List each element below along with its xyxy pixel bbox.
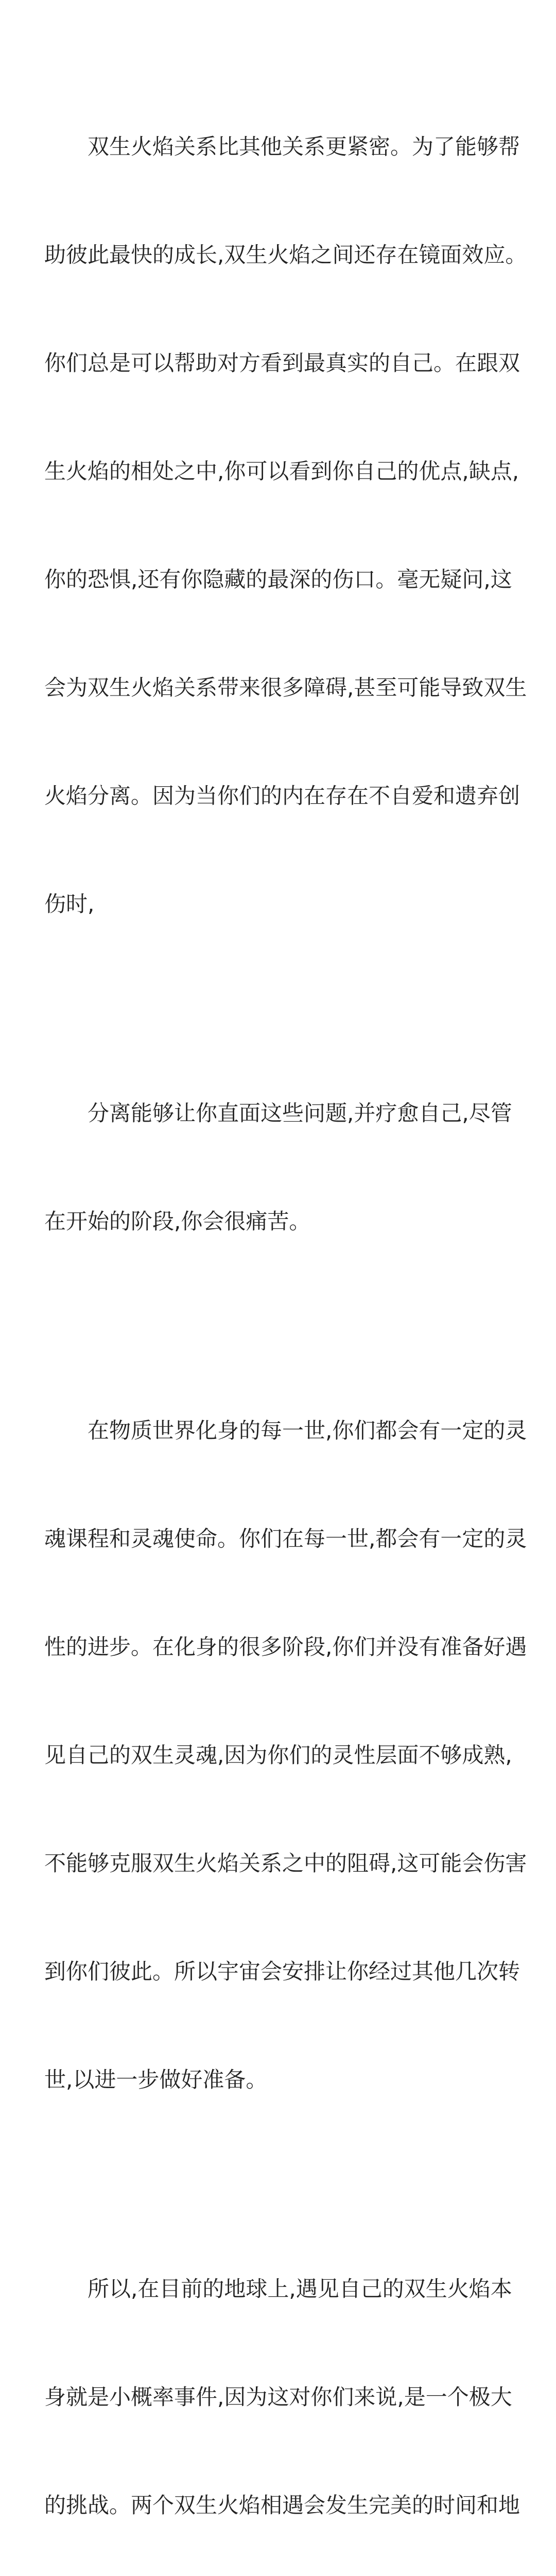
paragraph-1: [44, 57, 527, 994]
text-line: 性的进步。在化身的很多阶段,你们并没有准备好遇: [44, 1634, 527, 1659]
text-line: 在开始的阶段,你会很痛苦。: [44, 1209, 311, 1234]
text-line: 的挑战。两个双生火焰相遇会发生完美的时间和地: [44, 2493, 520, 2518]
text-line: 到你们彼此。所以宇宙会安排让你经过其他几次转: [44, 1959, 520, 1984]
text-line: 助彼此最快的成长,双生火焰之间还存在镜面效应。: [44, 242, 527, 267]
text-line: 你的恐惧,还有你隐藏的最深的伤口。毫无疑问,这: [44, 567, 512, 592]
text-line: 世,以进一步做好准备。: [44, 2067, 268, 2092]
text-line: 在物质世界化身的每一世,你们都会有一定的灵: [88, 1418, 527, 1443]
article-body: [44, 57, 527, 2576]
text-line: 见自己的双生灵魂,因为你们的灵性层面不够成熟,: [44, 1742, 512, 1768]
paragraph-4: [44, 2199, 520, 2576]
text-line: 会为双生火焰关系带来很多障碍,甚至可能导致双生: [44, 675, 527, 700]
text-line: 所以,在目前的地球上,遇见自己的双生火焰本: [88, 2276, 512, 2301]
text-line: 双生火焰关系比其他关系更紧密。为了能够帮: [88, 134, 520, 159]
paragraph-2: [44, 1023, 513, 1312]
text-line: 不能够克服双生火焰关系之中的阻碍,这可能会伤害: [44, 1851, 527, 1876]
text-line: 身就是小概率事件,因为这对你们来说,是一个极大: [44, 2384, 512, 2410]
text-line: 伤时,: [44, 891, 95, 917]
text-line: 分离能够让你直面这些问题,并疗愈自己,尽管: [88, 1100, 512, 1126]
text-line: 生火焰的相处之中,你可以看到你自己的优点,缺点,: [44, 459, 519, 484]
text-line: 火焰分离。因为当你们的内在存在不自爱和遗弃创: [44, 783, 520, 808]
text-line: 魂课程和灵魂使命。你们在每一世,都会有一定的灵: [44, 1526, 527, 1551]
text-line: 你们总是可以帮助对方看到最真实的自己。在跟双: [44, 350, 520, 376]
paragraph-3: [44, 1341, 527, 2170]
